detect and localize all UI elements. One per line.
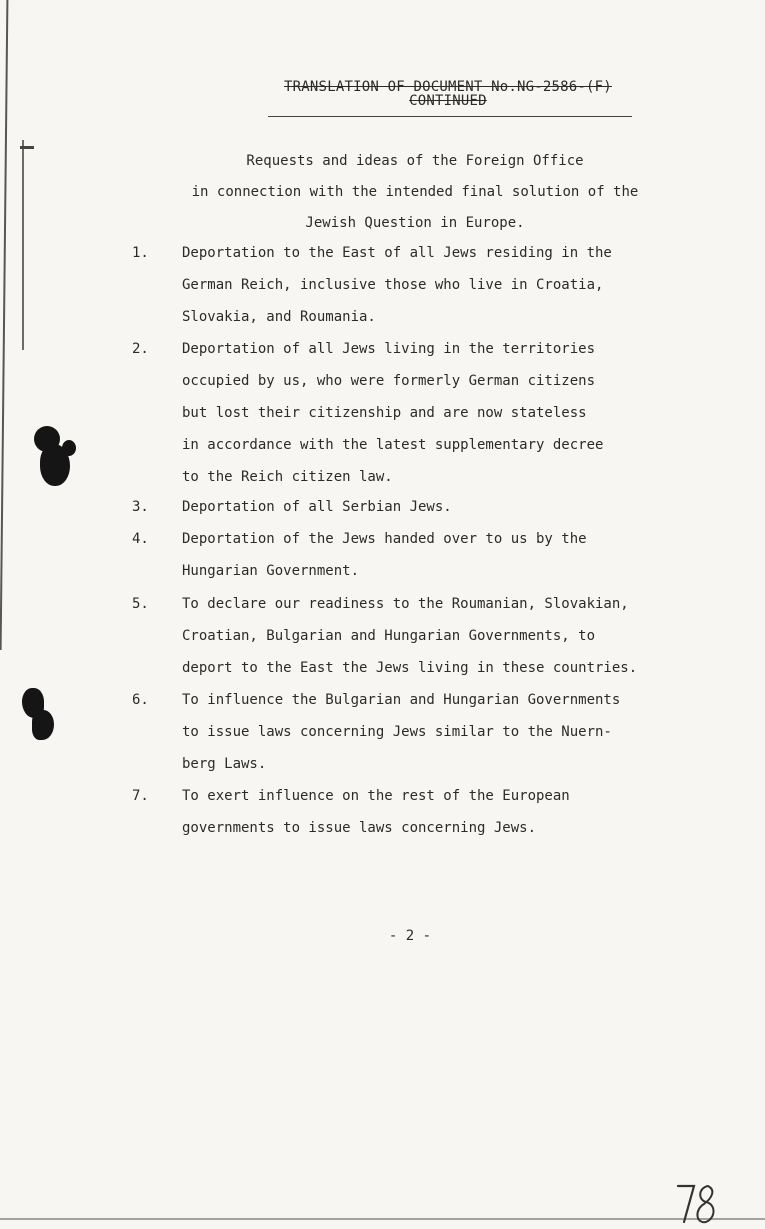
item-number: 7. <box>132 788 149 804</box>
item-text <box>182 684 712 780</box>
item-line: in accordance with the latest supplementary decree <box>182 437 604 453</box>
item-line: berg Laws. <box>182 756 267 772</box>
header-continued: CONTINUED <box>409 93 487 109</box>
bottom-edge-line <box>0 1218 765 1220</box>
item-number: 2. <box>132 341 149 357</box>
item-number: 3. <box>132 499 149 515</box>
item-line: To influence the Bulgarian and Hungarian Governments <box>182 692 621 708</box>
item-line: To declare our readiness to the Roumanian, Slovakian, <box>182 596 629 612</box>
item-text <box>182 588 712 684</box>
handwritten-page-mark-icon <box>672 1178 722 1228</box>
header-underline <box>268 116 632 117</box>
item-line: Hungarian Government. <box>182 563 360 579</box>
item-text <box>182 491 712 523</box>
binding-edge-tick <box>20 146 34 149</box>
title-line: Requests and ideas of the Foreign Office <box>246 153 584 169</box>
item-text <box>182 237 712 333</box>
item-line: To exert influence on the rest of the European <box>182 788 570 804</box>
title-line: in connection with the intended final solution of the <box>191 184 639 200</box>
item-number: 6. <box>132 692 149 708</box>
item-line: Deportation of all Jews living in the territories <box>182 341 596 357</box>
item-line: German Reich, inclusive those who live in Croatia, <box>182 277 604 293</box>
item-line: Deportation to the East of all Jews residing in the <box>182 245 612 261</box>
binding-edge-line-inner <box>22 140 24 350</box>
item-number: 1. <box>132 245 149 261</box>
item-number: 4. <box>132 531 149 547</box>
item-line: Deportation of all Serbian Jews. <box>182 499 452 515</box>
item-line: Deportation of the Jews handed over to us by the <box>182 531 587 547</box>
item-line: to the Reich citizen law. <box>182 469 393 485</box>
page-number: - 2 - <box>388 928 432 944</box>
item-line: occupied by us, who were formerly German citizens <box>182 373 596 389</box>
document-title <box>150 146 680 239</box>
item-text <box>182 523 712 587</box>
ink-blot-upper-drop <box>62 440 76 456</box>
item-line: Slovakia, and Roumania. <box>182 309 376 325</box>
item-line: deport to the East the Jews living in these countries. <box>182 660 638 676</box>
binding-edge-line <box>0 0 8 650</box>
item-number: 5. <box>132 596 149 612</box>
header-document-number: TRANSLATION OF DOCUMENT No.NG-2586-(F) <box>284 79 612 95</box>
item-text <box>182 333 712 493</box>
item-line: to issue laws concerning Jews similar to the Nuern- <box>182 724 612 740</box>
document-header <box>262 80 634 108</box>
title-line: Jewish Question in Europe. <box>305 215 525 231</box>
ink-blot-lower-tail <box>32 710 54 740</box>
item-text <box>182 780 712 844</box>
item-line: governments to issue laws concerning Jews. <box>182 820 537 836</box>
item-line: Croatian, Bulgarian and Hungarian Governments, to <box>182 628 596 644</box>
item-line: but lost their citizenship and are now stateless <box>182 405 587 421</box>
